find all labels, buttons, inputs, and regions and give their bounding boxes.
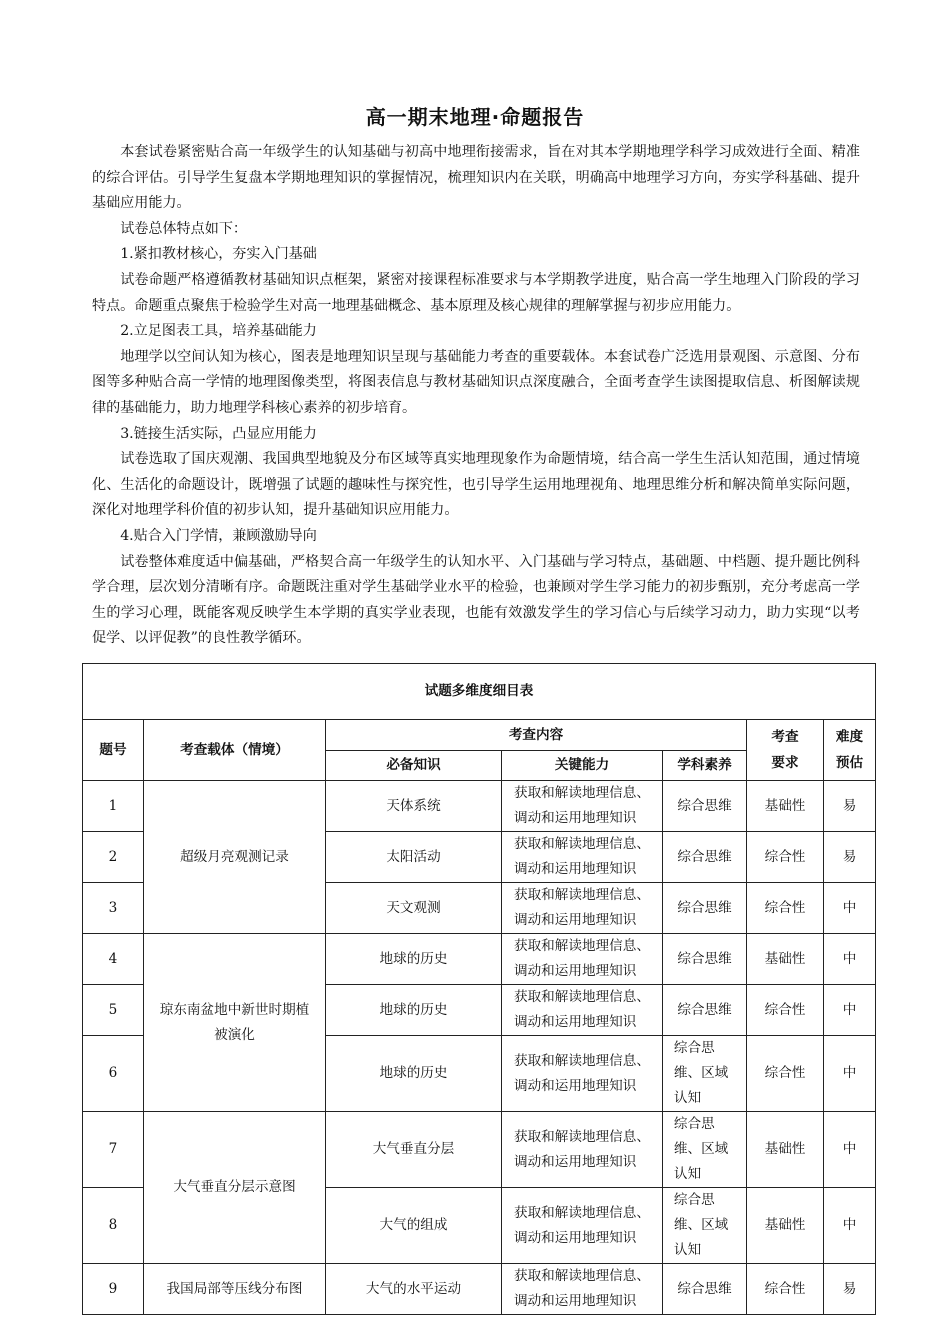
cell-requirement: 综合性 <box>747 883 824 934</box>
cell-difficulty: 中 <box>824 985 876 1036</box>
cell-literacy: 综合思维 <box>663 934 747 985</box>
header-content: 考查内容 <box>326 720 747 751</box>
cell-requirement: 综合性 <box>747 985 824 1036</box>
cell-difficulty: 中 <box>824 1112 876 1188</box>
cell-no: 9 <box>83 1264 144 1315</box>
cell-ability: 获取和解读地理信息、调动和运用地理知识 <box>502 1112 663 1188</box>
cell-difficulty: 中 <box>824 934 876 985</box>
report-body <box>92 140 860 652</box>
cell-difficulty: 中 <box>824 883 876 934</box>
cell-no: 7 <box>83 1112 144 1188</box>
cell-requirement: 基础性 <box>747 1112 824 1188</box>
cell-knowledge: 大气的水平运动 <box>326 1264 502 1315</box>
item-specification-table <box>82 663 876 1315</box>
cell-requirement: 基础性 <box>747 1188 824 1264</box>
cell-difficulty: 易 <box>824 781 876 832</box>
table-row <box>83 781 876 832</box>
cell-ability: 获取和解读地理信息、调动和运用地理知识 <box>502 1188 663 1264</box>
cell-literacy: 综合思维 <box>663 832 747 883</box>
cell-no: 3 <box>83 883 144 934</box>
cell-ability: 获取和解读地理信息、调动和运用地理知识 <box>502 883 663 934</box>
cell-ability: 获取和解读地理信息、调动和运用地理知识 <box>502 781 663 832</box>
cell-literacy: 综合思维 <box>663 883 747 934</box>
cell-no: 4 <box>83 934 144 985</box>
paragraph: 试卷整体难度适中偏基础，严格契合高一年级学生的认知水平、入门基础与学习特点，基础题、中档题、提升题比例科学合理，层次划分清晰有序。命题既注重对学生基础学业水平的检验，也兼顾对学生学习能力的初步甄别，充分考虑高一学生的学习心理，既能客观反映学生本学期的真实学业表现，也能有效激发学生的学习信心与后续学习动力，助力实现“以考促学、以评促教”的良性教学循环。 <box>92 553 860 647</box>
paragraph: 2.立足图表工具，培养基础能力 <box>120 323 317 340</box>
cell-knowledge: 天文观测 <box>326 883 502 934</box>
cell-literacy: 综合思维、区域认知 <box>663 1036 747 1112</box>
header-no: 题号 <box>83 720 144 781</box>
cell-no: 2 <box>83 832 144 883</box>
cell-literacy: 综合思维 <box>663 1264 747 1315</box>
cell-ability: 获取和解读地理信息、调动和运用地理知识 <box>502 985 663 1036</box>
paragraph: 地理学以空间认知为核心，图表是地理知识呈现与基础能力考查的重要载体。本套试卷广泛选用景观图、示意图、分布图等多种贴合高一学情的地理图像类型，将图表信息与教材基础知识点深度融合，全面考查学生读图提取信息、析图解读规律的基础能力，助力地理学科核心素养的初步培育。 <box>92 348 860 416</box>
page-title: 高一期末地理·命题报告 <box>365 105 585 129</box>
table-row <box>83 934 876 985</box>
header-ability: 关键能力 <box>502 751 663 781</box>
cell-literacy: 综合思维、区域认知 <box>663 1112 747 1188</box>
table-row <box>83 1112 876 1188</box>
cell-scene: 我国局部等压线分布图 <box>144 1264 326 1315</box>
paragraph: 1.紧扣教材核心，夯实入门基础 <box>120 246 317 263</box>
cell-scene: 琼东南盆地中新世时期植被演化 <box>144 934 326 1112</box>
cell-no: 1 <box>83 781 144 832</box>
cell-literacy: 综合思维 <box>663 985 747 1036</box>
cell-no: 6 <box>83 1036 144 1112</box>
cell-knowledge: 天体系统 <box>326 781 502 832</box>
cell-knowledge: 地球的历史 <box>326 934 502 985</box>
cell-literacy: 综合思维、区域认知 <box>663 1188 747 1264</box>
cell-requirement: 综合性 <box>747 1036 824 1112</box>
cell-ability: 获取和解读地理信息、调动和运用地理知识 <box>502 832 663 883</box>
cell-knowledge: 地球的历史 <box>326 985 502 1036</box>
paragraph: 试卷总体特点如下： <box>120 220 248 237</box>
paragraph: 4.贴合入门学情，兼顾激励导向 <box>120 527 317 544</box>
table-row <box>83 1264 876 1315</box>
cell-requirement: 基础性 <box>747 934 824 985</box>
cell-difficulty: 易 <box>824 832 876 883</box>
header-requirement: 考查要求 <box>747 720 824 781</box>
paragraph: 本套试卷紧密贴合高一年级学生的认知基础与初高中地理衔接需求，旨在对其本学期地理学科学习成效进行全面、精准的综合评估。引导学生复盘本学期地理知识的掌握情况，梳理知识内在关联，明确高中地理学习方向，夯实学科基础、提升基础应用能力。 <box>92 144 860 212</box>
cell-no: 5 <box>83 985 144 1036</box>
cell-no: 8 <box>83 1188 144 1264</box>
paragraph: 3.链接生活实际，凸显应用能力 <box>120 425 317 442</box>
cell-knowledge: 太阳活动 <box>326 832 502 883</box>
cell-literacy: 综合思维 <box>663 781 747 832</box>
cell-difficulty: 中 <box>824 1036 876 1112</box>
header-literacy: 学科素养 <box>663 751 747 781</box>
paragraph: 试卷命题严格遵循教材基础知识点框架，紧密对接课程标准要求与本学期教学进度，贴合高一学生地理入门阶段的学习特点。命题重点聚焦于检验学生对高一地理基础概念、基本原理及核心规律的理解掌握与初步应用能力。 <box>92 271 860 314</box>
cell-knowledge: 大气的组成 <box>326 1188 502 1264</box>
cell-scene: 超级月亮观测记录 <box>144 781 326 934</box>
cell-requirement: 综合性 <box>747 832 824 883</box>
cell-requirement: 综合性 <box>747 1264 824 1315</box>
header-difficulty: 难度预估 <box>824 720 876 781</box>
header-knowledge: 必备知识 <box>326 751 502 781</box>
cell-scene: 大气垂直分层示意图 <box>144 1112 326 1264</box>
cell-knowledge: 地球的历史 <box>326 1036 502 1112</box>
paragraph: 试卷选取了国庆观潮、我国典型地貌及分布区域等真实地理现象作为命题情境，结合高一学生生活认知范围，通过情境化、生活化的命题设计，既增强了试题的趣味性与探究性，也引导学生运用地理视角、地理思维分析和解决简单实际问题，深化对地理学科价值的初步认知，提升基础知识应用能力。 <box>92 451 860 519</box>
cell-ability: 获取和解读地理信息、调动和运用地理知识 <box>502 1264 663 1315</box>
cell-ability: 获取和解读地理信息、调动和运用地理知识 <box>502 934 663 985</box>
cell-requirement: 基础性 <box>747 781 824 832</box>
cell-difficulty: 中 <box>824 1188 876 1264</box>
table-caption: 试题多维度细目表 <box>83 664 876 720</box>
cell-knowledge: 大气垂直分层 <box>326 1112 502 1188</box>
cell-ability: 获取和解读地理信息、调动和运用地理知识 <box>502 1036 663 1112</box>
header-scene: 考查载体（情境） <box>144 720 326 781</box>
cell-difficulty: 易 <box>824 1264 876 1315</box>
